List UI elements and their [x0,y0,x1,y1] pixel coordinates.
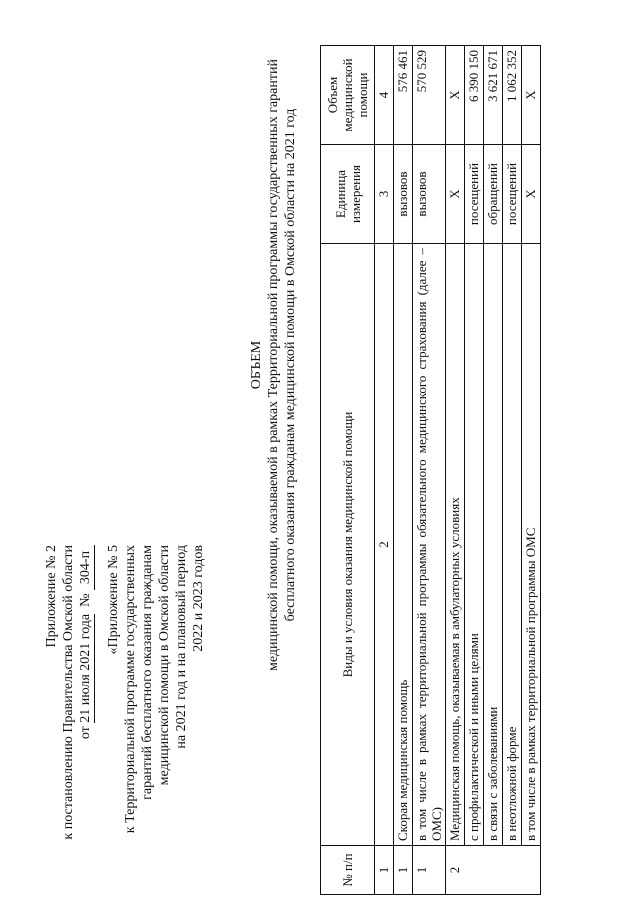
row-unit: посещений [503,145,522,244]
column-number-row [375,46,394,895]
col-header-kind: Виды и условия оказания медицинской помощи [321,244,375,846]
table-row [413,46,446,895]
program-appendix-line: медицинской помощи в Омской области [157,545,172,786]
col-header-unit: Единица измерения [321,145,375,244]
row-kind: в том числе в рамках территориальной программы ОМС [522,244,541,846]
program-appendix-line: «Приложение № 5 [106,545,121,655]
row-volume: 570 529 [413,46,446,145]
program-appendix-line: к Территориальной программе государственных [123,545,138,834]
row-unit: вызовов [394,145,413,244]
row-volume: Х [446,46,465,145]
row-volume: 576 461 [394,46,413,145]
column-number: 3 [375,145,394,244]
table-row [394,46,413,895]
column-number: 1 [375,846,394,895]
table-header-row [321,46,375,895]
decree-date-line [77,545,95,875]
appendix-label: Приложение № 2 [44,545,59,648]
row-kind: в том числе в рамках территориальной программы обязательного медицинского страхования (далее – ОМС) [413,244,446,846]
from-prefix: от [78,726,93,740]
row-volume: 6 390 150 [465,46,484,145]
row-kind: Медицинская помощь, оказываемая в амбулаторных условиях [446,244,465,846]
row-volume: Х [522,46,541,145]
program-appendix-line: гарантий бесплатного оказания гражданам [140,545,155,800]
table-row [465,46,484,895]
row-unit: Х [522,145,541,244]
row-num: 2 [446,846,541,895]
row-volume: 3 621 671 [484,46,503,145]
number-prefix: № [78,593,93,607]
row-volume: 1 062 352 [503,46,522,145]
row-unit: посещений [465,145,484,244]
volume-table [320,45,541,895]
row-num: 1 [394,846,413,895]
decree-date: 21 июля 2021 года [78,613,93,723]
column-number: 4 [375,46,394,145]
title-line: бесплатного оказания гражданам медицинской помощи в Омской области на 2021 год [283,108,298,622]
row-kind: в связи с заболеваниями [484,244,503,846]
program-appendix-line: 2022 и 2023 годов [191,545,206,652]
row-kind: в неотложной форме [503,244,522,846]
table-row [522,46,541,895]
row-kind: с профилактической и иными целями [465,244,484,846]
table-row [446,46,465,895]
row-unit: вызовов [413,145,446,244]
title-line: медицинской помощи, оказываемой в рамках Территориальной программы государственных гарантий [266,59,281,671]
column-number: 2 [375,244,394,846]
program-appendix-line: на 2021 год и на плановый период [174,545,189,749]
table-row [503,46,522,895]
row-num: 1 [413,846,446,895]
row-unit: обращений [484,145,503,244]
decree-header [43,545,95,875]
row-unit: Х [446,145,465,244]
title-main: ОБЪЕМ [249,340,264,390]
program-appendix-header [105,545,207,905]
col-header-volume: Объем медицинской помощи [321,46,375,145]
decree-reference: к постановлению Правительства Омской области [61,545,76,840]
document-title [248,5,299,725]
table-row [484,46,503,895]
row-kind: Скорая медицинская помощь [394,244,413,846]
col-header-num: № п/п [321,846,375,895]
decree-number: 304-п [77,545,95,590]
